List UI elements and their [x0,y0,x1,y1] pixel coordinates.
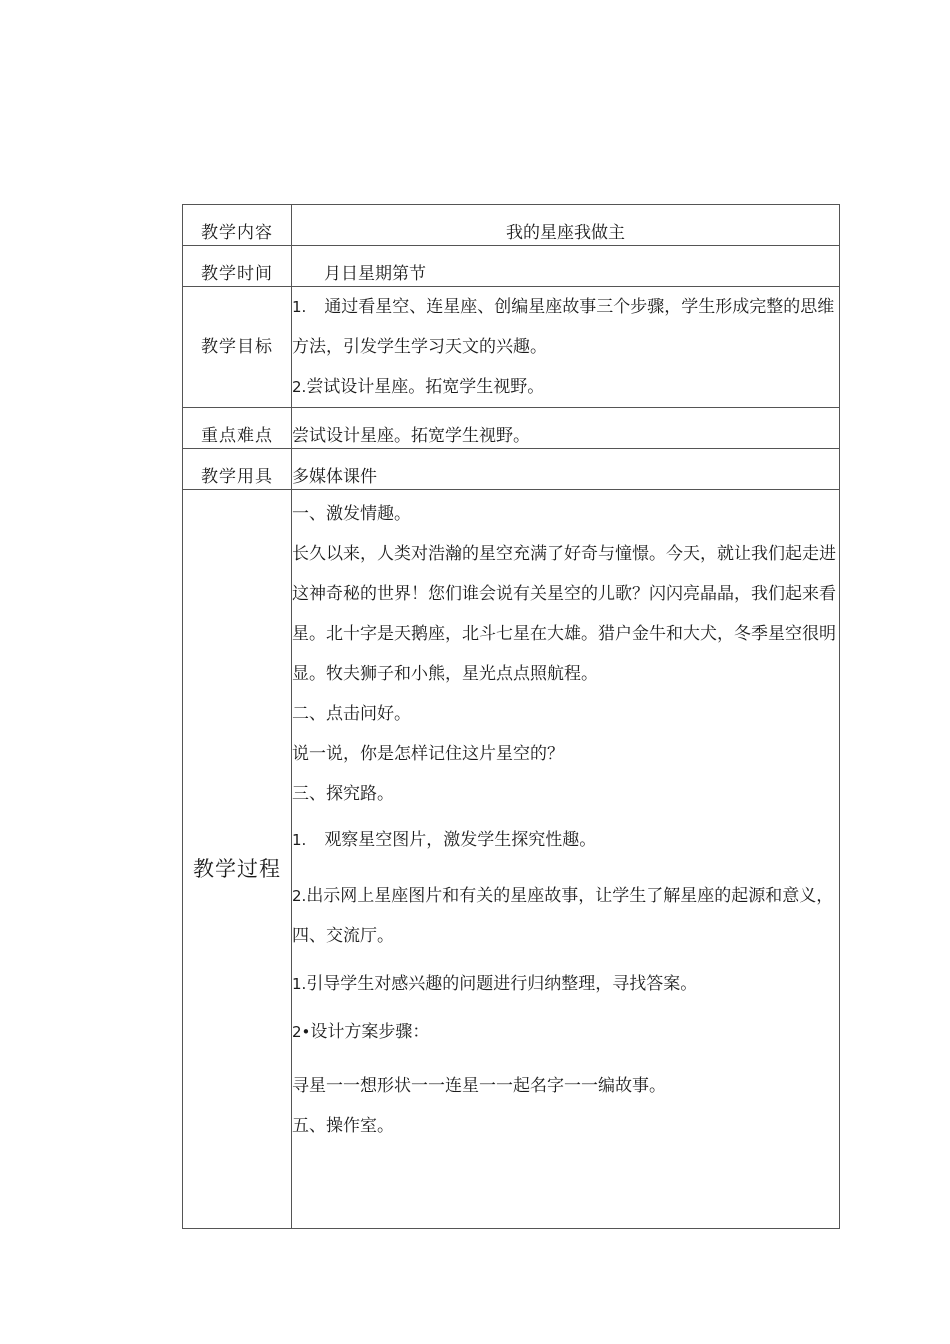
value-teaching-tools: 多媒体课件 [292,449,840,490]
process-step [292,964,839,1004]
step-number: 1. [292,831,307,849]
label-key-points: 重点难点 [183,408,292,449]
process-paragraph: 寻星一一想形状一一连星一一起名字一一编故事。 [292,1076,666,1096]
process-paragraph: 长久以来，人类对浩瀚的星空充满了好奇与憧憬。今天，就让我们起走进这神奇秘的世界！您们谁会说有关星空的儿歌？闪闪亮晶晶，我们起来看星。北十字是天鹅座，北斗七星在大雄。猎户金牛和大犬，冬季星空很明显。牧夫狮子和小熊，星光点点照航程。 [292,544,836,684]
goal-text: 通过看星空、连星座、创编星座故事三个步骤，学生形成完整的思维方法，引发学生学习天文的兴趣。 [292,297,835,357]
process-paragraph: 说一说，你是怎样记住这片星空的？ [292,744,564,764]
label-teaching-process: 教学过程 [183,490,292,1229]
goal-item [292,367,839,407]
label-teaching-content: 教学内容 [183,205,292,246]
row-key-points [183,408,840,449]
process-step [292,1012,839,1052]
step-text: 出示网上星座图片和有关的星座故事，让学生了解星座的起源和意义， [306,886,834,906]
lesson-plan-table [182,204,840,1229]
step-number: 2. [292,887,307,905]
process-body [292,490,839,1212]
step-text: 设计方案步骤： [310,1022,430,1042]
goal-number: 1. [292,298,307,316]
step-text: 观察星空图片，激发学生探究性趣。 [324,830,597,850]
value-teaching-content: 我的星座我做主 [292,205,840,246]
process-heading: 五、操作室。 [292,1116,394,1136]
value-key-points: 尝试设计星座。拓宽学生视野。 [292,408,840,449]
goal-text: 尝试设计星座。拓宽学生视野。 [306,377,545,397]
row-teaching-time [183,246,840,287]
process-step [292,820,839,860]
process-heading: 三、探究路。 [292,784,394,804]
row-teaching-process [183,490,840,1229]
value-teaching-goals [292,287,840,408]
process-heading: 四、交流厅。 [292,926,394,946]
value-teaching-process [292,490,840,1229]
goal-number: 2. [292,378,307,396]
step-number: 1. [292,975,307,993]
process-heading: 一、激发情趣。 [292,504,411,524]
row-teaching-goals [183,287,840,408]
row-teaching-content [183,205,840,246]
step-text: 引导学生对感兴趣的问题进行归纳整理，寻找答案。 [306,974,698,994]
label-teaching-tools: 教学用具 [183,449,292,490]
step-number: 2• [292,1023,311,1041]
goal-item [292,287,839,367]
value-teaching-time: 月日星期第节 [292,246,840,287]
label-teaching-time: 教学时间 [183,246,292,287]
row-teaching-tools [183,449,840,490]
process-step [292,876,839,916]
label-teaching-goals: 教学目标 [183,287,292,408]
process-heading: 二、点击问好。 [292,704,411,724]
